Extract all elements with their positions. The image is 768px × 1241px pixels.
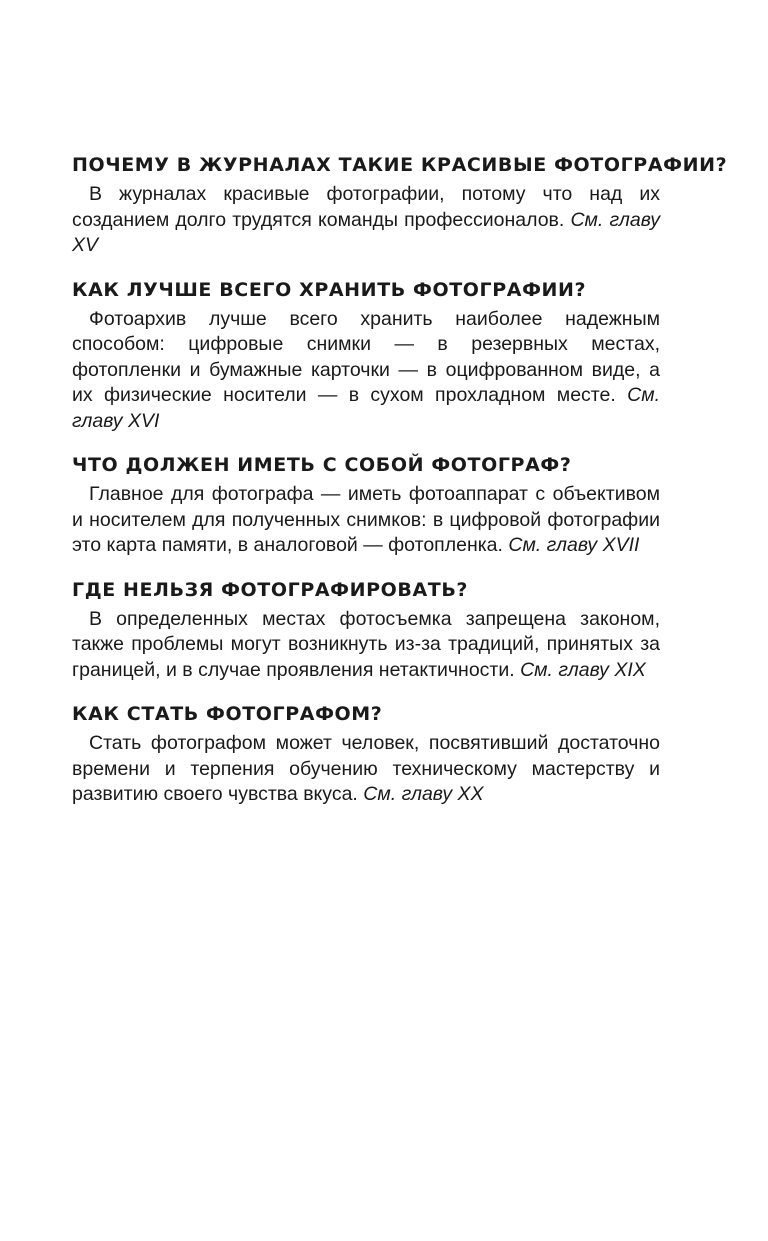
question-heading: ПОЧЕМУ В ЖУРНАЛАХ ТАКИЕ КРАСИВЫЕ ФОТОГРАФИИ? [72,154,728,176]
answer-body: Главное для фотографа — иметь фотоаппарат с объективом и носителем для полученных снимков: в цифровой фотографии это карта памяти, в аналоговой — фотопленка. [72,483,660,556]
answer-text [72,182,660,259]
question-heading: КАК СТАТЬ ФОТОГРАФОМ? [72,703,383,725]
question-heading: ГДЕ НЕЛЬЗЯ ФОТОГРАФИРОВАТЬ? [72,578,469,601]
faq-page [72,152,728,826]
question-heading: ЧТО ДОЛЖЕН ИМЕТЬ С СОБОЙ ФОТОГРАФ? [72,454,572,476]
question-heading: КАК ЛУЧШЕ ВСЕГО ХРАНИТЬ ФОТОГРАФИИ? [72,278,587,301]
answer-text [72,731,660,808]
chapter-reference: См. главу XVI [72,384,660,432]
answer-body: В журналах красивые фотографии, потому что над их созданием долго трудятся команды профессионалов. [72,183,660,231]
answer-text [72,482,660,559]
answer-body: В определенных местах фотосъемка запрещена законом, также проблемы могут возникнуть из-за традиций, принятых за границей, и в случае проявления нетактичности. [72,607,660,681]
faq-item [72,452,660,559]
faq-item [72,152,728,259]
answer-text [72,307,660,435]
chapter-reference: См. главу XX [363,783,484,805]
chapter-reference: См. главу XIX [520,658,646,681]
answer-body: Стать фотографом может человек, посвятивший достаточно времени и терпения обучению техническому мастерству и развитию своего чувства вкуса. [72,732,660,805]
faq-item [72,577,660,684]
chapter-reference: См. главу XV [72,208,660,256]
chapter-reference: См. главу XVII [508,534,640,556]
answer-body: Фотоархив лучше всего хранить наиболее надежным способом: цифровые снимки — в резервных местах, фотопленки и бумажные карточки — в оцифрованном виде, а их физические носители — в сухом прохладном месте. [72,307,660,406]
answer-text [72,607,660,684]
faq-item [72,701,660,808]
faq-item [72,277,660,435]
